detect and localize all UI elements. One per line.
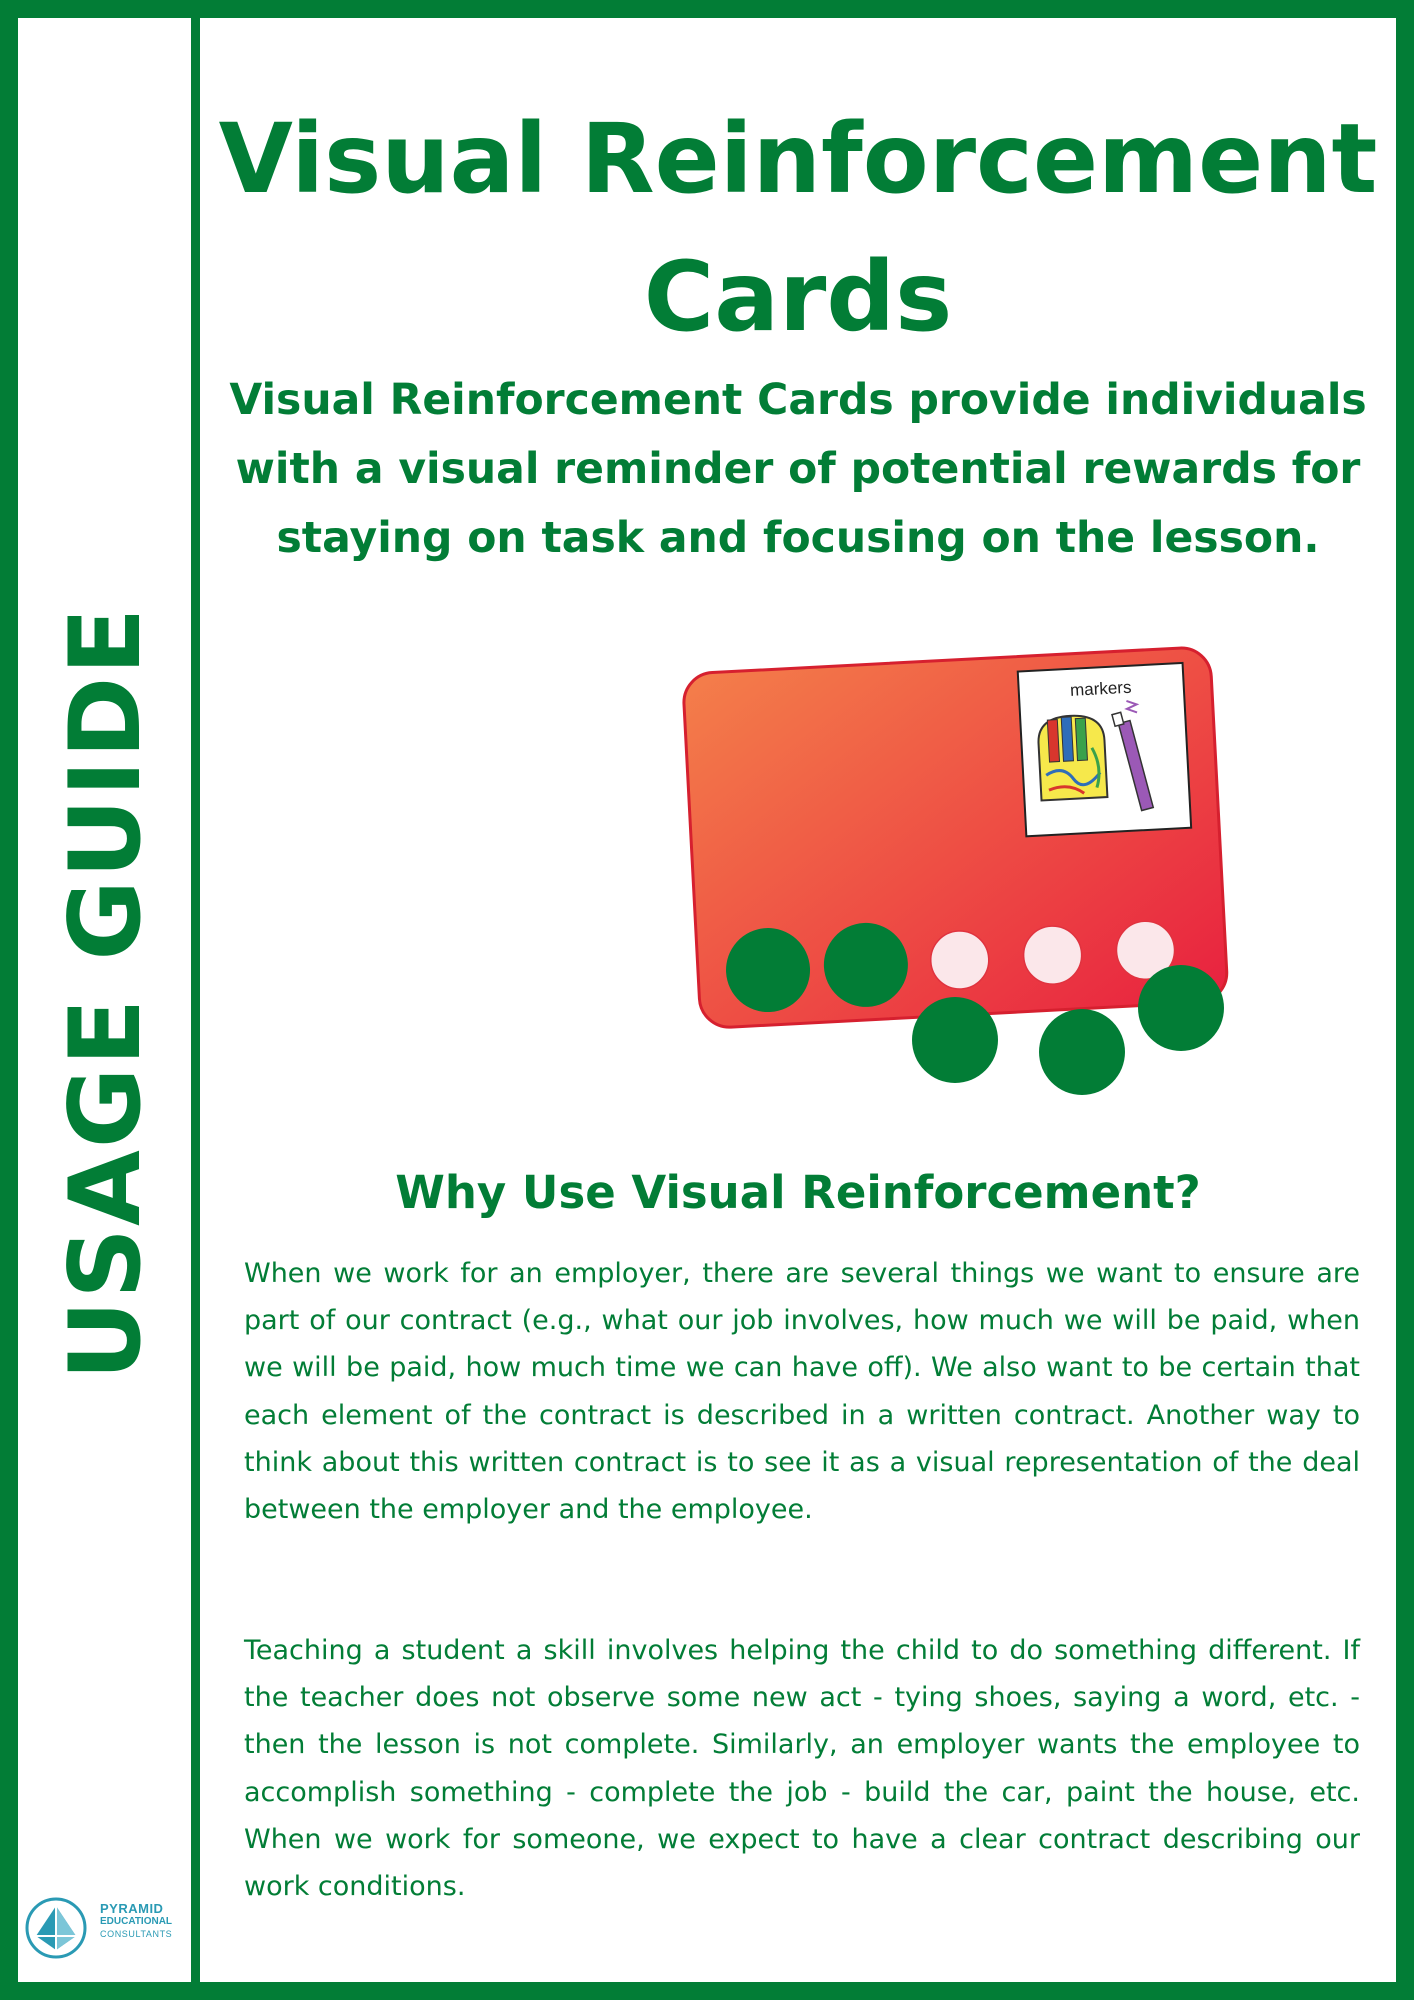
logo-wordmark <box>100 1902 172 1941</box>
sidebar-label: USAGE GUIDE <box>49 605 163 1381</box>
sidebar-divider <box>191 18 200 1982</box>
section-heading: Why Use Visual Reinforcement? <box>395 1166 1201 1219</box>
logo-line-3: CONSULTANTS <box>100 1929 173 1939</box>
body-paragraph: Teaching a student a skill involves helping the child to do something different. If the teacher does not observe some new act - tying shoes, saying a word, etc. - then the lesson is not complete. Similarly, an employer wants the employee to accomplish something - complete the job - build the car, paint the house, etc. When we work for someone, we expect to have a clear contract describing our work conditions. <box>244 1635 1360 1903</box>
loose-token-2 <box>1039 1009 1125 1095</box>
pyramid-logo-icon <box>24 1896 88 1960</box>
page-subtitle: Visual Reinforcement Cards provide individuals with a visual reminder of potential rewards for staying on task and focusing on the lesson. <box>229 376 1367 563</box>
page-title: Visual Reinforcement Cards <box>218 103 1378 353</box>
pyramid-logo <box>24 1892 189 1964</box>
reward-card <box>682 646 1228 1028</box>
body-paragraph: When we work for an employer, there are several things we want to ensure are part of our contract (e.g., what our job involves, how much we will be paid, when we will be paid, how much time we can have off). We also want to be certain that each element of the contract is described in a written contract. Another way to think about this written contract is to see it as a visual representation of the deal between the employer and the employee. <box>244 1258 1360 1526</box>
logo-line-1: PYRAMID <box>100 1901 164 1916</box>
reward-label: markers <box>1069 677 1132 700</box>
logo-line-2: EDUCATIONAL <box>100 1916 173 1927</box>
markers-picture-card <box>1018 663 1191 836</box>
loose-token-1 <box>912 997 998 1083</box>
reinforcement-card-illustration <box>682 630 1232 1100</box>
loose-token-3 <box>1138 965 1224 1051</box>
